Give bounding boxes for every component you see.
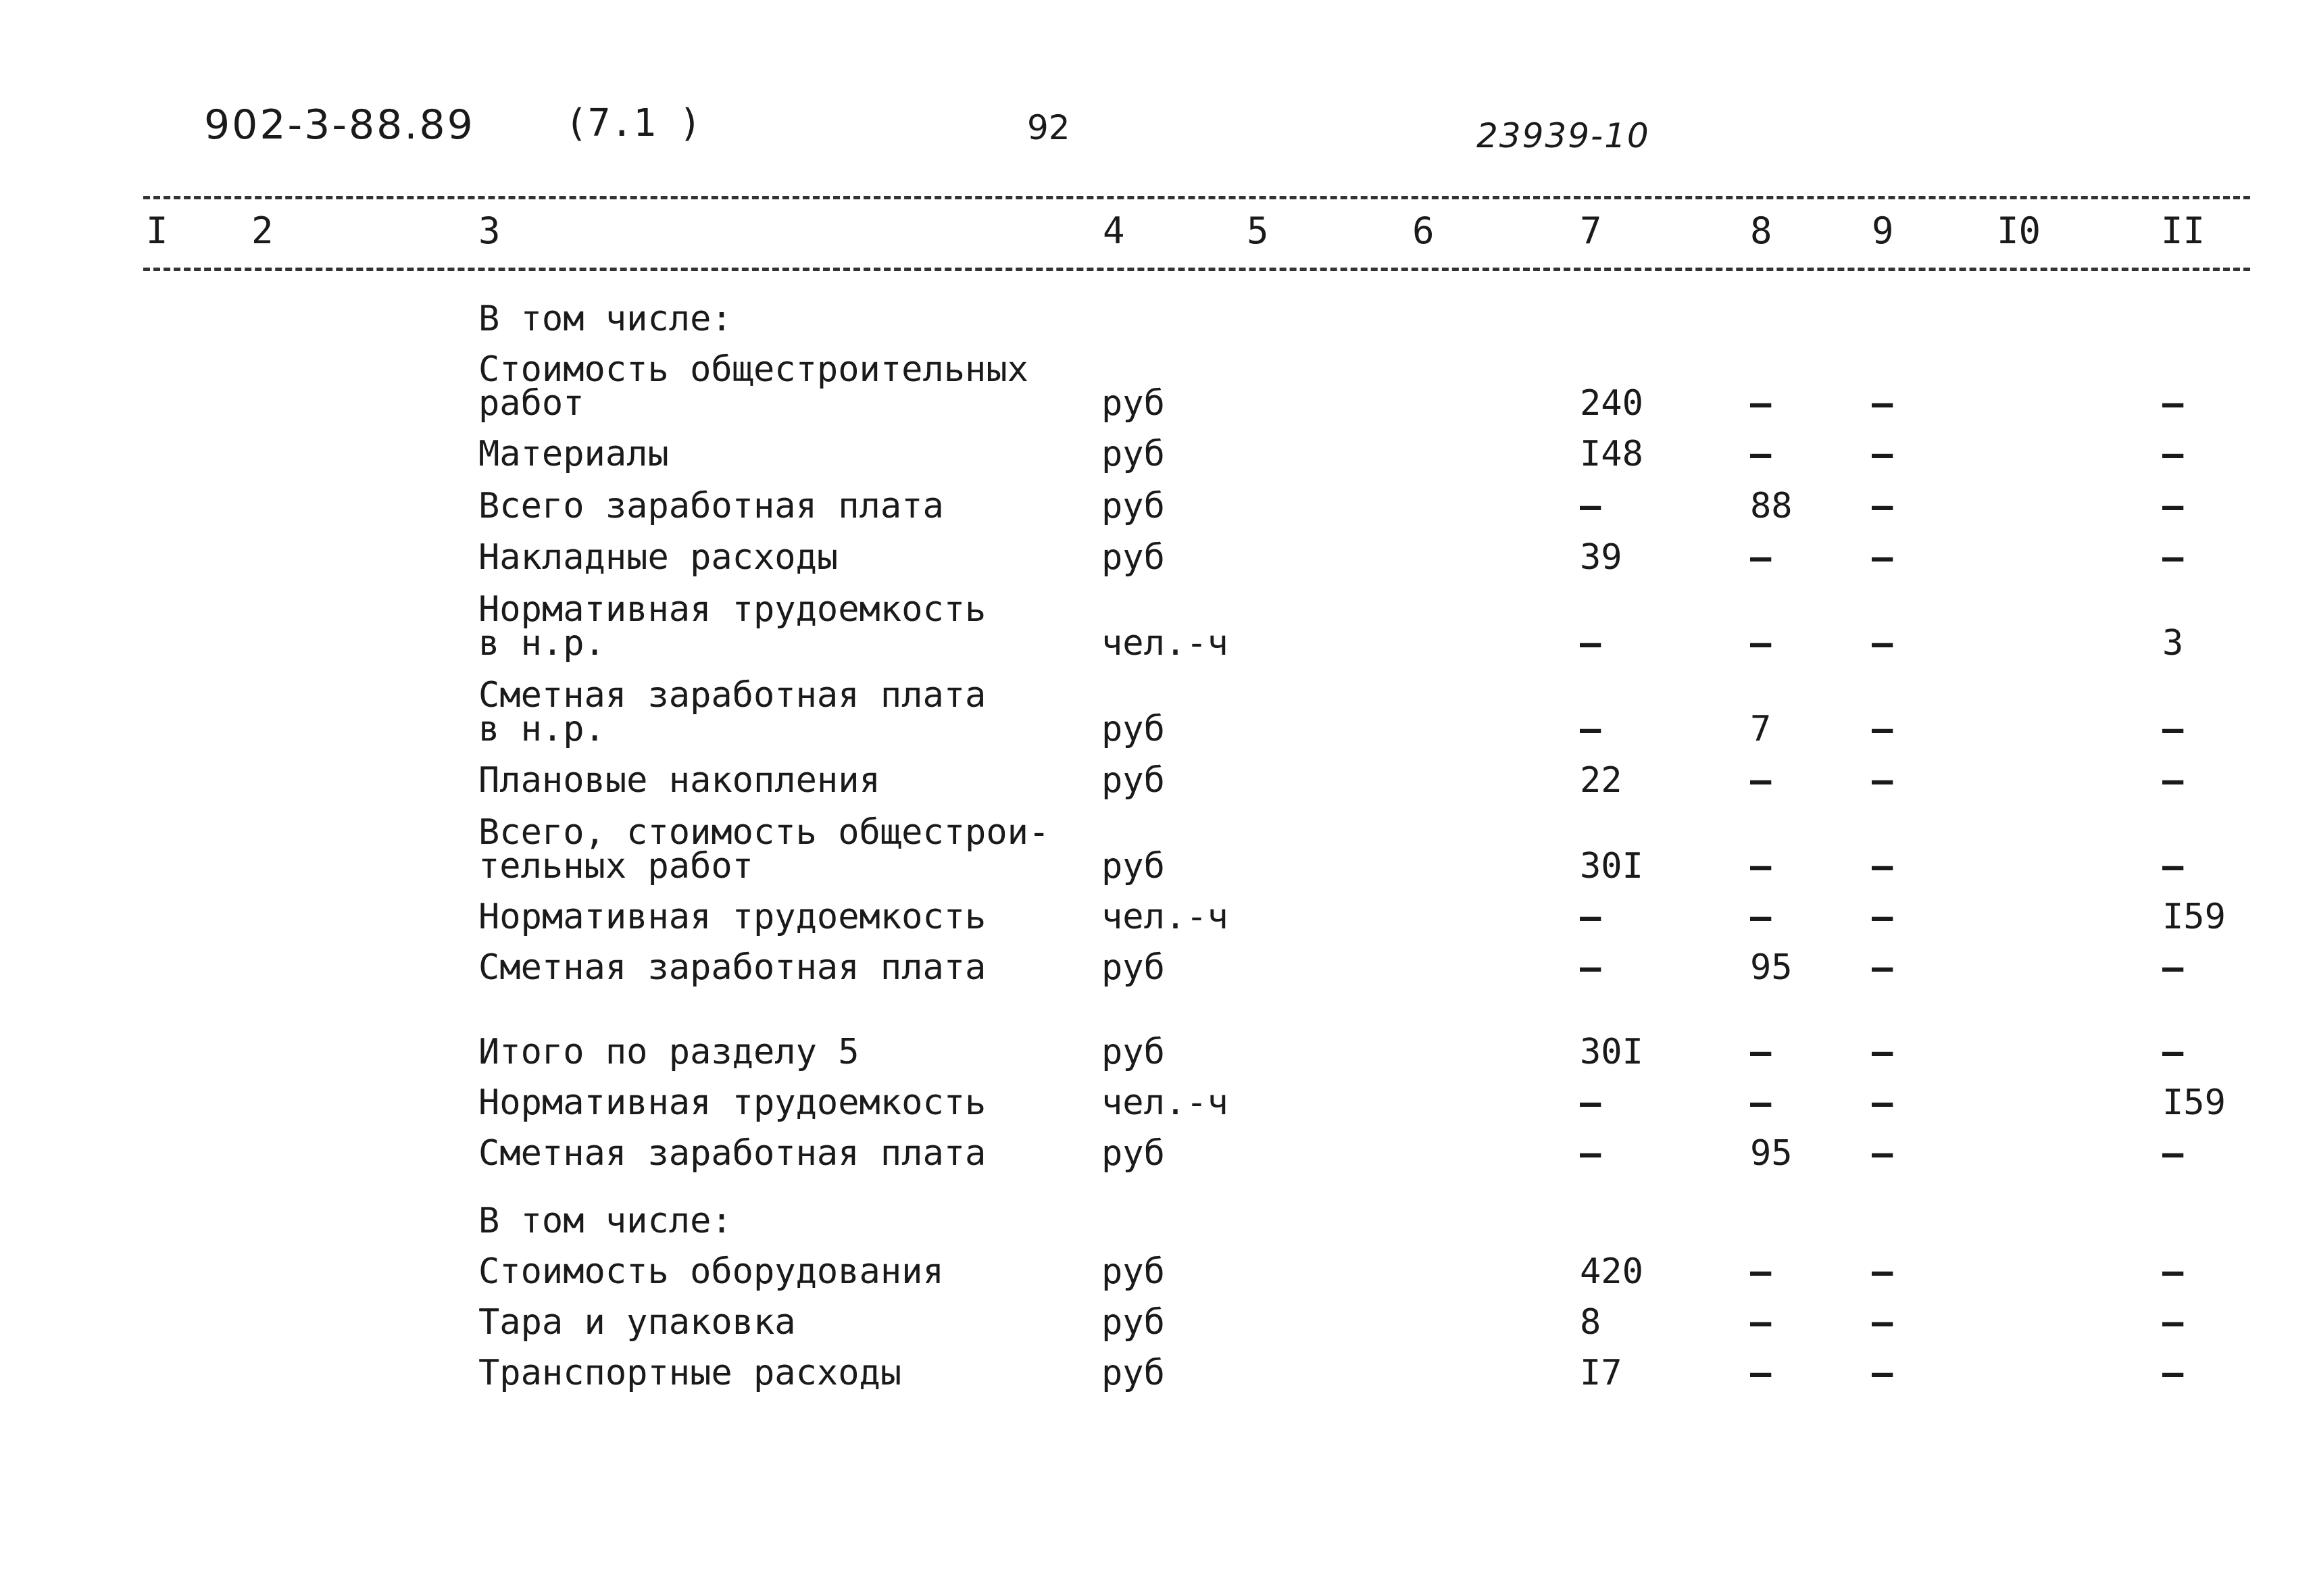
row-unit: руб: [1101, 486, 1165, 526]
row-col7: –: [1580, 897, 1601, 937]
row-col11: –: [2162, 1302, 2184, 1343]
row-col9: –: [1872, 623, 1893, 664]
row-col8: –: [1750, 1032, 1772, 1072]
column-header-11: II: [2161, 209, 2206, 252]
row-name: Плановые накопления: [478, 760, 880, 801]
row-col11: –: [2162, 1353, 2184, 1393]
row-col8: –: [1750, 1302, 1772, 1343]
row-name: Тара и упаковка: [478, 1302, 796, 1343]
row-unit: руб: [1101, 383, 1165, 424]
row-name-line2: в н.р.: [478, 709, 605, 749]
row-unit: руб: [1101, 846, 1165, 887]
row-col9: –: [1872, 1353, 1893, 1393]
row-unit: руб: [1101, 1251, 1165, 1292]
row-col7: 8: [1580, 1302, 1601, 1343]
row-col8: –: [1750, 434, 1772, 474]
column-header-6: 6: [1412, 209, 1435, 252]
row-col11: –: [2162, 947, 2184, 988]
row-name: Всего заработная плата: [478, 486, 944, 526]
row-col9: –: [1872, 486, 1893, 526]
row-col9: –: [1872, 537, 1893, 578]
row-unit: руб: [1101, 537, 1165, 578]
row-name: Сметная заработная плата: [478, 1133, 987, 1174]
column-header-4: 4: [1103, 209, 1125, 252]
row-col9: –: [1872, 1302, 1893, 1343]
row-name-line2: в н.р.: [478, 623, 605, 664]
document-code: 902-3-88.89: [204, 101, 475, 149]
row-col8: –: [1750, 897, 1772, 937]
column-header-1: I: [146, 209, 168, 252]
row-col7: 30I: [1580, 1032, 1643, 1072]
row-unit: руб: [1101, 1302, 1165, 1343]
row-col11: –: [2162, 1133, 2184, 1174]
row-col9: –: [1872, 760, 1893, 801]
row-col7: 39: [1580, 537, 1622, 578]
row-unit: руб: [1101, 947, 1165, 988]
row-name: Итого по разделу 5: [478, 1032, 860, 1072]
row-col8: 95: [1750, 947, 1793, 988]
row-name: [478, 591, 986, 662]
row-col7: 240: [1580, 383, 1643, 424]
row-col11: –: [2162, 1251, 2184, 1292]
row-col11: 3: [2162, 623, 2184, 664]
row-unit: руб: [1101, 760, 1165, 801]
row-unit: руб: [1101, 709, 1165, 749]
row-name: [478, 351, 1028, 422]
row-name: Нормативная трудоемкость: [478, 897, 987, 937]
row-col8: –: [1750, 1353, 1772, 1393]
row-col7: –: [1580, 947, 1601, 988]
column-header-3: 3: [478, 209, 501, 252]
row-col11: I59: [2162, 1082, 2226, 1123]
row-col7: I7: [1580, 1353, 1622, 1393]
column-header-10: I0: [1997, 209, 2041, 252]
row-col9: –: [1872, 846, 1893, 887]
document-reference: 23939-10: [1476, 116, 1650, 155]
row-col9: –: [1872, 1032, 1893, 1072]
row-col11: –: [2162, 383, 2184, 424]
row-name: Транспортные расходы: [478, 1353, 902, 1393]
row-col11: –: [2162, 709, 2184, 749]
row-col8: –: [1750, 846, 1772, 887]
row-col7: 22: [1580, 760, 1622, 801]
column-header-2: 2: [251, 209, 274, 252]
row-col9: –: [1872, 709, 1893, 749]
column-header-7: 7: [1580, 209, 1602, 252]
row-name: Материалы: [478, 434, 669, 474]
row-name: Нормативная трудоемкость: [478, 1082, 987, 1123]
row-col11: –: [2162, 760, 2184, 801]
row-name: В том числе:: [478, 1201, 732, 1241]
row-unit: чел.-ч: [1101, 1082, 1228, 1123]
row-unit: руб: [1101, 434, 1165, 474]
row-col9: –: [1872, 1082, 1893, 1123]
row-col8: –: [1750, 537, 1772, 578]
row-col8: –: [1750, 1251, 1772, 1292]
row-col9: –: [1872, 897, 1893, 937]
row-name: В том числе:: [478, 299, 732, 339]
row-name-line1: Сметная заработная плата: [478, 675, 987, 716]
row-col7: –: [1580, 486, 1601, 526]
row-unit: чел.-ч: [1101, 897, 1228, 937]
row-col11: –: [2162, 537, 2184, 578]
row-name: [478, 677, 986, 747]
row-col8: 7: [1750, 709, 1772, 749]
row-col8: –: [1750, 760, 1772, 801]
row-col8: –: [1750, 383, 1772, 424]
row-col11: –: [2162, 434, 2184, 474]
row-col7: 30I: [1580, 846, 1643, 887]
sheet-number: (7.1 ): [565, 101, 702, 145]
row-name: [478, 812, 1050, 887]
row-name-line1: Нормативная трудоемкость: [478, 589, 987, 630]
row-col11: –: [2162, 846, 2184, 887]
row-col11: –: [2162, 1032, 2184, 1072]
row-col9: –: [1872, 1251, 1893, 1292]
row-col7: 420: [1580, 1251, 1643, 1292]
row-col9: –: [1872, 434, 1893, 474]
row-col7: –: [1580, 1082, 1601, 1123]
row-col8: 95: [1750, 1133, 1793, 1174]
row-unit: чел.-ч: [1101, 623, 1228, 664]
table-top-rule: [143, 196, 2250, 199]
page-number: 92: [1027, 108, 1070, 147]
row-name: Стоимость оборудования: [478, 1251, 944, 1292]
row-col9: –: [1872, 383, 1893, 424]
row-name-line2: тельных работ: [478, 846, 753, 887]
row-col8: 88: [1750, 486, 1793, 526]
column-header-9: 9: [1872, 209, 1894, 252]
row-name: Сметная заработная плата: [478, 947, 987, 988]
row-unit: руб: [1101, 1032, 1165, 1072]
table-header-rule: [143, 268, 2250, 271]
row-col7: –: [1580, 623, 1601, 664]
row-unit: руб: [1101, 1353, 1165, 1393]
row-col9: –: [1872, 1133, 1893, 1174]
row-name-line1: Стоимость общестроительных: [478, 349, 1028, 390]
row-name: Накладные расходы: [478, 537, 839, 578]
row-col8: –: [1750, 623, 1772, 664]
row-name-line1: Всего, стоимость общестрои-: [478, 812, 1050, 853]
row-col11: I59: [2162, 897, 2226, 937]
row-col7: I48: [1580, 434, 1643, 474]
row-col8: –: [1750, 1082, 1772, 1123]
row-name-line2: работ: [478, 383, 584, 424]
column-header-8: 8: [1750, 209, 1772, 252]
row-col9: –: [1872, 947, 1893, 988]
row-col11: –: [2162, 486, 2184, 526]
column-header-5: 5: [1247, 209, 1269, 252]
row-unit: руб: [1101, 1133, 1165, 1174]
row-col7: –: [1580, 1133, 1601, 1174]
row-col7: –: [1580, 709, 1601, 749]
